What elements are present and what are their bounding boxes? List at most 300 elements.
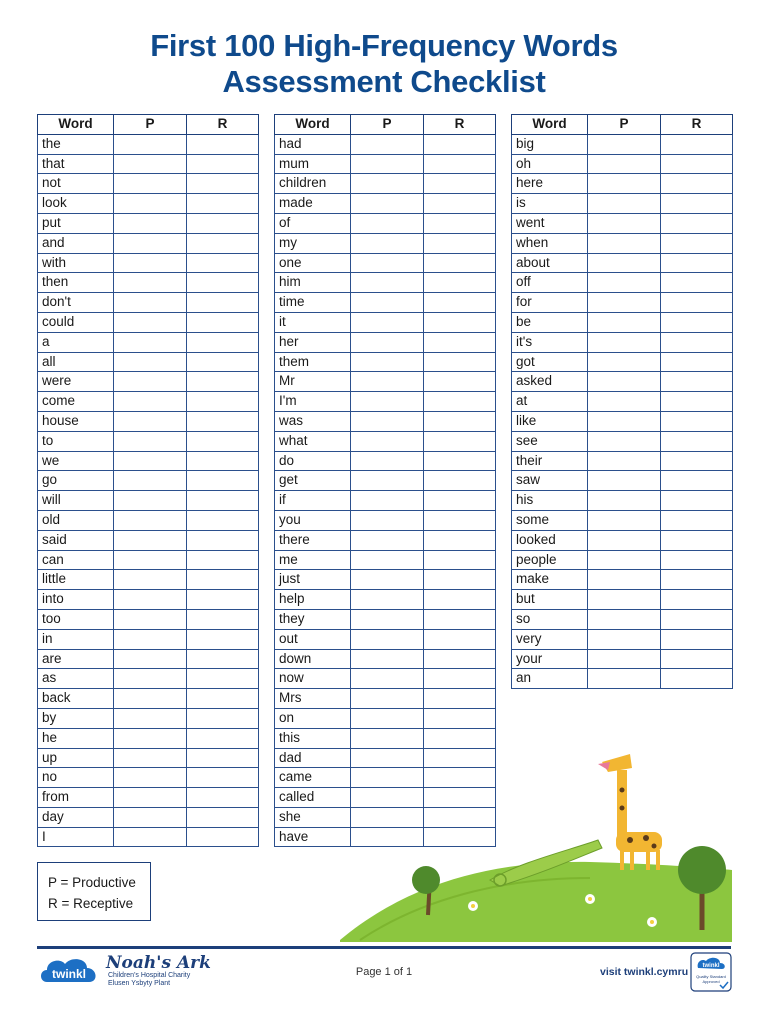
productive-checkbox-cell[interactable] bbox=[351, 570, 424, 590]
receptive-checkbox-cell[interactable] bbox=[424, 629, 496, 649]
productive-checkbox-cell[interactable] bbox=[114, 827, 187, 847]
receptive-checkbox-cell[interactable] bbox=[661, 629, 733, 649]
productive-checkbox-cell[interactable] bbox=[588, 233, 661, 253]
word-cell: had bbox=[275, 134, 351, 154]
productive-checkbox-cell[interactable] bbox=[114, 788, 187, 808]
productive-checkbox-cell[interactable] bbox=[588, 570, 661, 590]
productive-checkbox-cell[interactable] bbox=[588, 550, 661, 570]
receptive-checkbox-cell[interactable] bbox=[187, 708, 259, 728]
productive-checkbox-cell[interactable] bbox=[114, 510, 187, 530]
productive-checkbox-cell[interactable] bbox=[114, 629, 187, 649]
table-row bbox=[275, 689, 496, 709]
receptive-checkbox-cell[interactable] bbox=[424, 669, 496, 689]
productive-checkbox-cell[interactable] bbox=[114, 807, 187, 827]
receptive-checkbox-cell[interactable] bbox=[187, 827, 259, 847]
receptive-checkbox-cell[interactable] bbox=[424, 194, 496, 214]
word-cell: you bbox=[275, 510, 351, 530]
receptive-checkbox-cell[interactable] bbox=[187, 332, 259, 352]
productive-checkbox-cell[interactable] bbox=[351, 510, 424, 530]
receptive-checkbox-cell[interactable] bbox=[661, 213, 733, 233]
receptive-checkbox-cell[interactable] bbox=[187, 570, 259, 590]
productive-checkbox-cell[interactable] bbox=[588, 332, 661, 352]
receptive-checkbox-cell[interactable] bbox=[661, 233, 733, 253]
productive-checkbox-cell[interactable] bbox=[114, 689, 187, 709]
table-row bbox=[512, 629, 733, 649]
table-row bbox=[275, 609, 496, 629]
receptive-checkbox-cell[interactable] bbox=[187, 530, 259, 550]
productive-checkbox-cell[interactable] bbox=[114, 550, 187, 570]
table-row bbox=[38, 550, 259, 570]
productive-checkbox-cell[interactable] bbox=[351, 213, 424, 233]
table-row bbox=[275, 194, 496, 214]
table-row bbox=[38, 788, 259, 808]
table-row bbox=[512, 530, 733, 550]
title-line-2: Assessment Checklist bbox=[222, 64, 546, 99]
receptive-checkbox-cell[interactable] bbox=[424, 471, 496, 491]
productive-checkbox-cell[interactable] bbox=[114, 748, 187, 768]
word-cell: come bbox=[38, 392, 114, 412]
receptive-checkbox-cell[interactable] bbox=[661, 372, 733, 392]
receptive-checkbox-cell[interactable] bbox=[661, 273, 733, 293]
receptive-checkbox-cell[interactable] bbox=[424, 253, 496, 273]
table-row bbox=[512, 609, 733, 629]
productive-checkbox-cell[interactable] bbox=[114, 154, 187, 174]
header-productive: P bbox=[114, 115, 187, 135]
word-cell: for bbox=[512, 293, 588, 313]
twinkl-logo-text: twinkl bbox=[51, 967, 87, 981]
table-row bbox=[275, 491, 496, 511]
word-cell: called bbox=[275, 788, 351, 808]
table-row bbox=[38, 352, 259, 372]
table-row bbox=[275, 471, 496, 491]
table-row bbox=[38, 629, 259, 649]
productive-checkbox-cell[interactable] bbox=[114, 273, 187, 293]
table-row bbox=[512, 134, 733, 154]
receptive-checkbox-cell[interactable] bbox=[661, 392, 733, 412]
table-row bbox=[275, 233, 496, 253]
receptive-checkbox-cell[interactable] bbox=[424, 213, 496, 233]
table-row bbox=[275, 669, 496, 689]
badge-logo-text: twinkl bbox=[702, 963, 720, 969]
productive-checkbox-cell[interactable] bbox=[351, 253, 424, 273]
receptive-checkbox-cell[interactable] bbox=[187, 312, 259, 332]
word-cell: dad bbox=[275, 748, 351, 768]
productive-checkbox-cell[interactable] bbox=[588, 471, 661, 491]
receptive-checkbox-cell[interactable] bbox=[424, 392, 496, 412]
productive-checkbox-cell[interactable] bbox=[114, 213, 187, 233]
word-cell: but bbox=[512, 590, 588, 610]
receptive-checkbox-cell[interactable] bbox=[187, 293, 259, 313]
receptive-checkbox-cell[interactable] bbox=[424, 372, 496, 392]
word-cell: very bbox=[512, 629, 588, 649]
productive-checkbox-cell[interactable] bbox=[114, 194, 187, 214]
productive-checkbox-cell[interactable] bbox=[351, 649, 424, 669]
word-cell: here bbox=[512, 174, 588, 194]
word-cell: children bbox=[275, 174, 351, 194]
productive-checkbox-cell[interactable] bbox=[114, 491, 187, 511]
productive-checkbox-cell[interactable] bbox=[351, 590, 424, 610]
receptive-checkbox-cell[interactable] bbox=[424, 550, 496, 570]
productive-checkbox-cell[interactable] bbox=[351, 293, 424, 313]
productive-checkbox-cell[interactable] bbox=[114, 174, 187, 194]
word-cell: no bbox=[38, 768, 114, 788]
productive-checkbox-cell[interactable] bbox=[588, 293, 661, 313]
productive-checkbox-cell[interactable] bbox=[114, 134, 187, 154]
receptive-checkbox-cell[interactable] bbox=[661, 253, 733, 273]
receptive-checkbox-cell[interactable] bbox=[187, 550, 259, 570]
word-cell: be bbox=[512, 312, 588, 332]
productive-checkbox-cell[interactable] bbox=[114, 392, 187, 412]
table-row bbox=[275, 550, 496, 570]
word-cell: oh bbox=[512, 154, 588, 174]
receptive-checkbox-cell[interactable] bbox=[661, 669, 733, 689]
receptive-checkbox-cell[interactable] bbox=[424, 293, 496, 313]
productive-checkbox-cell[interactable] bbox=[351, 411, 424, 431]
word-cell: they bbox=[275, 609, 351, 629]
table-row bbox=[512, 431, 733, 451]
word-cell: from bbox=[38, 788, 114, 808]
receptive-checkbox-cell[interactable] bbox=[187, 491, 259, 511]
table-row bbox=[512, 649, 733, 669]
productive-checkbox-cell[interactable] bbox=[351, 233, 424, 253]
table-row bbox=[38, 392, 259, 412]
receptive-checkbox-cell[interactable] bbox=[424, 570, 496, 590]
word-cell: this bbox=[275, 728, 351, 748]
table-row bbox=[38, 293, 259, 313]
receptive-checkbox-cell[interactable] bbox=[187, 471, 259, 491]
table-row bbox=[38, 471, 259, 491]
productive-checkbox-cell[interactable] bbox=[588, 431, 661, 451]
receptive-checkbox-cell[interactable] bbox=[187, 807, 259, 827]
productive-checkbox-cell[interactable] bbox=[114, 253, 187, 273]
productive-checkbox-cell[interactable] bbox=[351, 550, 424, 570]
receptive-checkbox-cell[interactable] bbox=[424, 708, 496, 728]
productive-checkbox-cell[interactable] bbox=[351, 491, 424, 511]
word-cell: Mr bbox=[275, 372, 351, 392]
receptive-checkbox-cell[interactable] bbox=[661, 570, 733, 590]
receptive-checkbox-cell[interactable] bbox=[187, 194, 259, 214]
table-row bbox=[512, 233, 733, 253]
productive-checkbox-cell[interactable] bbox=[114, 451, 187, 471]
table-row bbox=[275, 629, 496, 649]
table-row bbox=[38, 590, 259, 610]
word-cell: go bbox=[38, 471, 114, 491]
receptive-checkbox-cell[interactable] bbox=[661, 530, 733, 550]
receptive-checkbox-cell[interactable] bbox=[187, 154, 259, 174]
word-cell: back bbox=[38, 689, 114, 709]
word-cell: are bbox=[38, 649, 114, 669]
receptive-checkbox-cell[interactable] bbox=[424, 451, 496, 471]
receptive-checkbox-cell[interactable] bbox=[424, 273, 496, 293]
receptive-checkbox-cell[interactable] bbox=[187, 233, 259, 253]
productive-checkbox-cell[interactable] bbox=[588, 213, 661, 233]
receptive-checkbox-cell[interactable] bbox=[187, 669, 259, 689]
badge-line-1: Quality Standard bbox=[696, 974, 726, 979]
receptive-checkbox-cell[interactable] bbox=[187, 689, 259, 709]
productive-checkbox-cell[interactable] bbox=[588, 510, 661, 530]
productive-checkbox-cell[interactable] bbox=[351, 134, 424, 154]
word-cell: up bbox=[38, 748, 114, 768]
word-cell: Mrs bbox=[275, 689, 351, 709]
table-row bbox=[38, 491, 259, 511]
productive-checkbox-cell[interactable] bbox=[114, 669, 187, 689]
receptive-checkbox-cell[interactable] bbox=[187, 451, 259, 471]
productive-checkbox-cell[interactable] bbox=[351, 312, 424, 332]
receptive-checkbox-cell[interactable] bbox=[661, 609, 733, 629]
receptive-checkbox-cell[interactable] bbox=[424, 530, 496, 550]
productive-checkbox-cell[interactable] bbox=[114, 530, 187, 550]
receptive-checkbox-cell[interactable] bbox=[424, 312, 496, 332]
word-cell: that bbox=[38, 154, 114, 174]
receptive-checkbox-cell[interactable] bbox=[187, 253, 259, 273]
receptive-checkbox-cell[interactable] bbox=[661, 510, 733, 530]
table-row bbox=[38, 649, 259, 669]
productive-checkbox-cell[interactable] bbox=[114, 233, 187, 253]
productive-checkbox-cell[interactable] bbox=[114, 728, 187, 748]
productive-checkbox-cell[interactable] bbox=[588, 174, 661, 194]
table-row bbox=[275, 530, 496, 550]
productive-checkbox-cell[interactable] bbox=[588, 530, 661, 550]
receptive-checkbox-cell[interactable] bbox=[187, 372, 259, 392]
word-table-1 bbox=[37, 114, 259, 847]
productive-checkbox-cell[interactable] bbox=[588, 372, 661, 392]
receptive-checkbox-cell[interactable] bbox=[661, 550, 733, 570]
receptive-checkbox-cell[interactable] bbox=[187, 649, 259, 669]
receptive-checkbox-cell[interactable] bbox=[187, 174, 259, 194]
receptive-checkbox-cell[interactable] bbox=[424, 590, 496, 610]
table-row bbox=[512, 510, 733, 530]
productive-checkbox-cell[interactable] bbox=[588, 194, 661, 214]
receptive-checkbox-cell[interactable] bbox=[424, 510, 496, 530]
receptive-checkbox-cell[interactable] bbox=[661, 649, 733, 669]
productive-checkbox-cell[interactable] bbox=[114, 570, 187, 590]
table-row bbox=[512, 213, 733, 233]
word-cell: it's bbox=[512, 332, 588, 352]
productive-checkbox-cell[interactable] bbox=[114, 471, 187, 491]
word-cell: all bbox=[38, 352, 114, 372]
word-cell: make bbox=[512, 570, 588, 590]
receptive-checkbox-cell[interactable] bbox=[187, 352, 259, 372]
table-row bbox=[512, 570, 733, 590]
word-cell: we bbox=[38, 451, 114, 471]
productive-checkbox-cell[interactable] bbox=[351, 451, 424, 471]
charity-line-2: Elusen Ysbyty Plant bbox=[108, 980, 171, 987]
receptive-checkbox-cell[interactable] bbox=[661, 451, 733, 471]
receptive-checkbox-cell[interactable] bbox=[424, 233, 496, 253]
word-cell: was bbox=[275, 411, 351, 431]
receptive-checkbox-cell[interactable] bbox=[661, 174, 733, 194]
table-row bbox=[275, 510, 496, 530]
receptive-checkbox-cell[interactable] bbox=[424, 154, 496, 174]
receptive-checkbox-cell[interactable] bbox=[424, 411, 496, 431]
receptive-checkbox-cell[interactable] bbox=[661, 134, 733, 154]
word-cell: he bbox=[38, 728, 114, 748]
word-cell: I'm bbox=[275, 392, 351, 412]
productive-checkbox-cell[interactable] bbox=[588, 312, 661, 332]
productive-checkbox-cell[interactable] bbox=[351, 194, 424, 214]
receptive-checkbox-cell[interactable] bbox=[661, 491, 733, 511]
receptive-checkbox-cell[interactable] bbox=[187, 392, 259, 412]
word-cell: to bbox=[38, 431, 114, 451]
productive-checkbox-cell[interactable] bbox=[351, 629, 424, 649]
productive-checkbox-cell[interactable] bbox=[351, 273, 424, 293]
word-cell: in bbox=[38, 629, 114, 649]
word-cell: I bbox=[38, 827, 114, 847]
productive-checkbox-cell[interactable] bbox=[114, 332, 187, 352]
receptive-checkbox-cell[interactable] bbox=[187, 768, 259, 788]
productive-checkbox-cell[interactable] bbox=[588, 352, 661, 372]
productive-checkbox-cell[interactable] bbox=[351, 471, 424, 491]
animal-scene-illustration bbox=[340, 740, 732, 942]
header-receptive: R bbox=[187, 115, 259, 135]
word-cell: day bbox=[38, 807, 114, 827]
receptive-checkbox-cell[interactable] bbox=[187, 728, 259, 748]
receptive-checkbox-cell[interactable] bbox=[661, 154, 733, 174]
word-cell: get bbox=[275, 471, 351, 491]
productive-checkbox-cell[interactable] bbox=[114, 411, 187, 431]
productive-checkbox-cell[interactable] bbox=[351, 431, 424, 451]
productive-checkbox-cell[interactable] bbox=[351, 530, 424, 550]
table-row bbox=[38, 233, 259, 253]
word-cell: now bbox=[275, 669, 351, 689]
word-cell: time bbox=[275, 293, 351, 313]
productive-checkbox-cell[interactable] bbox=[588, 629, 661, 649]
receptive-checkbox-cell[interactable] bbox=[424, 431, 496, 451]
productive-checkbox-cell[interactable] bbox=[351, 174, 424, 194]
table-row bbox=[275, 590, 496, 610]
receptive-checkbox-cell[interactable] bbox=[661, 590, 733, 610]
table-row bbox=[512, 590, 733, 610]
page-title bbox=[0, 28, 768, 100]
productive-checkbox-cell[interactable] bbox=[588, 154, 661, 174]
receptive-checkbox-cell[interactable] bbox=[661, 293, 733, 313]
productive-checkbox-cell[interactable] bbox=[351, 332, 424, 352]
productive-checkbox-cell[interactable] bbox=[588, 134, 661, 154]
receptive-checkbox-cell[interactable] bbox=[661, 352, 733, 372]
visit-link[interactable]: visit twinkl.cymru bbox=[600, 966, 689, 978]
table-row bbox=[512, 293, 733, 313]
word-cell: don't bbox=[38, 293, 114, 313]
word-cell: like bbox=[512, 411, 588, 431]
productive-checkbox-cell[interactable] bbox=[114, 293, 187, 313]
table-row bbox=[512, 471, 733, 491]
word-cell: their bbox=[512, 451, 588, 471]
table-row bbox=[275, 273, 496, 293]
word-cell: do bbox=[275, 451, 351, 471]
receptive-checkbox-cell[interactable] bbox=[661, 411, 733, 431]
word-cell: his bbox=[512, 491, 588, 511]
receptive-checkbox-cell[interactable] bbox=[187, 273, 259, 293]
header-productive: P bbox=[351, 115, 424, 135]
receptive-checkbox-cell[interactable] bbox=[661, 431, 733, 451]
table-row bbox=[512, 253, 733, 273]
receptive-checkbox-cell[interactable] bbox=[187, 629, 259, 649]
receptive-checkbox-cell[interactable] bbox=[661, 332, 733, 352]
receptive-checkbox-cell[interactable] bbox=[424, 134, 496, 154]
word-cell: at bbox=[512, 392, 588, 412]
receptive-checkbox-cell[interactable] bbox=[424, 609, 496, 629]
productive-checkbox-cell[interactable] bbox=[588, 590, 661, 610]
word-cell: were bbox=[38, 372, 114, 392]
productive-checkbox-cell[interactable] bbox=[588, 609, 661, 629]
productive-checkbox-cell[interactable] bbox=[351, 669, 424, 689]
word-cell: came bbox=[275, 768, 351, 788]
word-cell: with bbox=[38, 253, 114, 273]
legend-box bbox=[37, 862, 151, 921]
productive-checkbox-cell[interactable] bbox=[588, 392, 661, 412]
receptive-checkbox-cell[interactable] bbox=[661, 471, 733, 491]
productive-checkbox-cell[interactable] bbox=[114, 649, 187, 669]
receptive-checkbox-cell[interactable] bbox=[187, 134, 259, 154]
receptive-checkbox-cell[interactable] bbox=[424, 491, 496, 511]
word-cell: a bbox=[38, 332, 114, 352]
legend-productive: P = Productive bbox=[48, 875, 136, 890]
receptive-checkbox-cell[interactable] bbox=[187, 609, 259, 629]
receptive-checkbox-cell[interactable] bbox=[424, 649, 496, 669]
receptive-checkbox-cell[interactable] bbox=[187, 213, 259, 233]
receptive-checkbox-cell[interactable] bbox=[187, 788, 259, 808]
productive-checkbox-cell[interactable] bbox=[114, 609, 187, 629]
productive-checkbox-cell[interactable] bbox=[588, 649, 661, 669]
word-cell: when bbox=[512, 233, 588, 253]
productive-checkbox-cell[interactable] bbox=[114, 312, 187, 332]
receptive-checkbox-cell[interactable] bbox=[187, 590, 259, 610]
productive-checkbox-cell[interactable] bbox=[114, 768, 187, 788]
productive-checkbox-cell[interactable] bbox=[351, 392, 424, 412]
table-row bbox=[38, 154, 259, 174]
receptive-checkbox-cell[interactable] bbox=[661, 194, 733, 214]
charity-line-1: Children's Hospital Charity bbox=[108, 972, 191, 979]
table-row bbox=[38, 530, 259, 550]
productive-checkbox-cell[interactable] bbox=[588, 253, 661, 273]
productive-checkbox-cell[interactable] bbox=[114, 708, 187, 728]
productive-checkbox-cell[interactable] bbox=[351, 609, 424, 629]
productive-checkbox-cell[interactable] bbox=[351, 708, 424, 728]
receptive-checkbox-cell[interactable] bbox=[187, 510, 259, 530]
receptive-checkbox-cell[interactable] bbox=[187, 431, 259, 451]
table-row bbox=[275, 293, 496, 313]
productive-checkbox-cell[interactable] bbox=[114, 372, 187, 392]
productive-checkbox-cell[interactable] bbox=[588, 491, 661, 511]
header-word: Word bbox=[275, 115, 351, 135]
receptive-checkbox-cell[interactable] bbox=[424, 332, 496, 352]
receptive-checkbox-cell[interactable] bbox=[424, 689, 496, 709]
productive-checkbox-cell[interactable] bbox=[351, 372, 424, 392]
productive-checkbox-cell[interactable] bbox=[114, 352, 187, 372]
productive-checkbox-cell[interactable] bbox=[588, 451, 661, 471]
productive-checkbox-cell[interactable] bbox=[351, 352, 424, 372]
word-cell: on bbox=[275, 708, 351, 728]
productive-checkbox-cell[interactable] bbox=[588, 669, 661, 689]
productive-checkbox-cell[interactable] bbox=[351, 689, 424, 709]
productive-checkbox-cell[interactable] bbox=[588, 273, 661, 293]
table-row bbox=[275, 352, 496, 372]
receptive-checkbox-cell[interactable] bbox=[187, 411, 259, 431]
word-cell: of bbox=[275, 213, 351, 233]
page-number: Page 1 of 1 bbox=[355, 966, 413, 978]
receptive-checkbox-cell[interactable] bbox=[187, 748, 259, 768]
productive-checkbox-cell[interactable] bbox=[114, 431, 187, 451]
table-row bbox=[38, 431, 259, 451]
productive-checkbox-cell[interactable] bbox=[351, 154, 424, 174]
word-cell: asked bbox=[512, 372, 588, 392]
receptive-checkbox-cell[interactable] bbox=[424, 352, 496, 372]
table-row bbox=[512, 550, 733, 570]
productive-checkbox-cell[interactable] bbox=[588, 411, 661, 431]
productive-checkbox-cell[interactable] bbox=[114, 590, 187, 610]
receptive-checkbox-cell[interactable] bbox=[661, 312, 733, 332]
receptive-checkbox-cell[interactable] bbox=[424, 174, 496, 194]
